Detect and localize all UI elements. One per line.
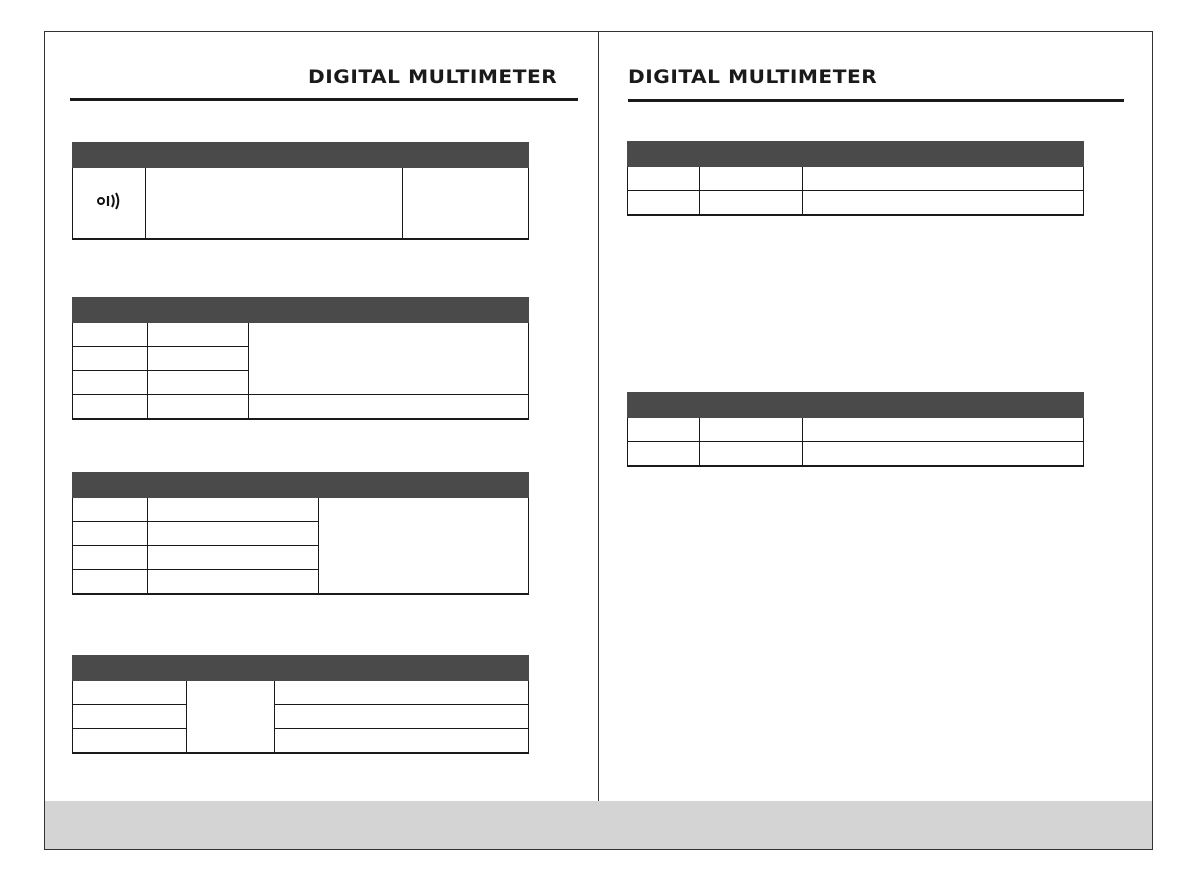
spec-table-4	[72, 655, 529, 754]
table-cell	[700, 442, 803, 467]
table-cell	[249, 323, 529, 395]
table-row	[73, 681, 529, 705]
table-cell	[700, 418, 803, 442]
table-cell	[148, 347, 249, 371]
table-cell	[148, 570, 319, 595]
table-cell	[275, 681, 529, 705]
table-row	[628, 167, 1084, 191]
table-cell	[73, 347, 148, 371]
table-header-row	[73, 298, 529, 323]
table-header-row	[73, 143, 529, 168]
table-cell	[249, 395, 529, 420]
table-cell	[146, 168, 403, 240]
table-cell	[187, 681, 275, 754]
table-row	[73, 323, 529, 347]
table-header-row	[73, 656, 529, 681]
sound-wave-icon	[96, 191, 122, 211]
table-row	[73, 498, 529, 522]
page-divider	[598, 31, 599, 801]
table-cell	[73, 522, 148, 546]
table-header-row	[73, 473, 529, 498]
spec-table-3	[72, 472, 529, 595]
table-cell	[148, 323, 249, 347]
spec-table-2	[72, 297, 529, 420]
table-cell	[73, 498, 148, 522]
table-cell	[73, 705, 187, 729]
table-cell	[148, 498, 319, 522]
table-row	[628, 418, 1084, 442]
page-title-right: DIGITAL MULTIMETER	[628, 66, 878, 88]
table-cell	[700, 167, 803, 191]
table-cell	[148, 371, 249, 395]
table-row	[73, 705, 529, 729]
table-cell	[148, 395, 249, 420]
table-cell	[803, 418, 1084, 442]
table-cell	[275, 705, 529, 729]
footer-band	[45, 801, 1152, 849]
table-cell	[73, 395, 148, 420]
table-cell	[73, 371, 148, 395]
table-cell	[628, 167, 700, 191]
table-cell	[628, 418, 700, 442]
table-cell	[403, 168, 529, 240]
table-cell	[73, 729, 187, 754]
table-row	[73, 729, 529, 754]
table-row	[73, 395, 529, 420]
table-row	[628, 191, 1084, 216]
table-row	[628, 442, 1084, 467]
table-cell	[628, 191, 700, 216]
continuity-table	[72, 142, 529, 240]
header-rule-left	[70, 98, 578, 101]
spec-table-right-1	[627, 141, 1084, 216]
table-cell	[700, 191, 803, 216]
table-cell	[803, 167, 1084, 191]
table-cell	[73, 168, 146, 240]
table-cell	[803, 191, 1084, 216]
header-rule-right	[628, 99, 1124, 102]
page-title-left: DIGITAL MULTIMETER	[308, 66, 558, 88]
table-cell	[148, 546, 319, 570]
table-header-row	[628, 393, 1084, 418]
table-cell	[628, 442, 700, 467]
table-cell	[803, 442, 1084, 467]
table-cell	[73, 546, 148, 570]
spec-table-right-2	[627, 392, 1084, 467]
table-row	[73, 168, 529, 240]
table-cell	[73, 323, 148, 347]
table-header-row	[628, 142, 1084, 167]
table-cell	[275, 729, 529, 754]
table-cell	[73, 570, 148, 595]
table-cell	[319, 498, 529, 595]
table-cell	[148, 522, 319, 546]
table-cell	[73, 681, 187, 705]
